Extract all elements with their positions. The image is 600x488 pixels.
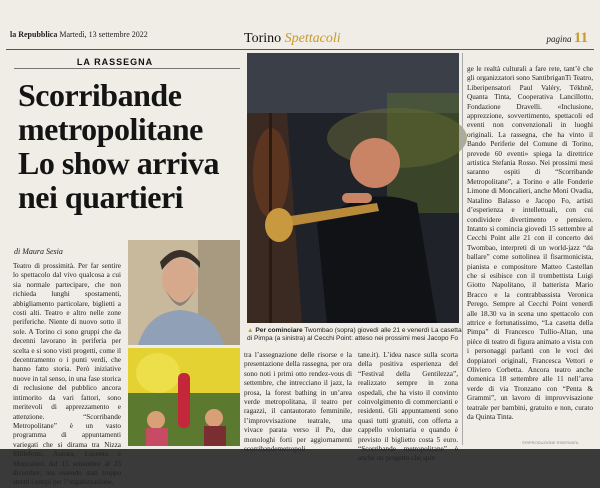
trumpet-player-illustration <box>247 53 459 323</box>
copyright-note: ©RIPRODUZIONE RISERVATA <box>522 440 579 445</box>
headline-line: metropolitane <box>18 111 203 147</box>
page-number-value: 11 <box>573 30 588 46</box>
masthead <box>10 30 148 39</box>
issue-date: Martedì, 13 settembre 2022 <box>59 30 148 39</box>
section-header <box>244 31 341 47</box>
article-column-1: Teatro di prossimità. Per far sentire lo spettacolo dal vivo qualcosa a cui sia normale partecipare, che non richieda lunghi spostamenti, abbigliamento particolare, biglietti a costi alti. Teatro e altro nelle zone periferiche. Niente di nuovo sotto il sole. A Torino ci sono gruppi che da decenni lavorano in periferia per scelta e si sono visti progetti, come il decentramento o i punti verdi, che hanno fatto storia. Però iniziative nuove in tal senso, in una fase storica di reclusione del pubblico ancora intimorito da vari fattori, sono meritevoli di apprezzamento e attenzione. “Scorribande Metropolitane” è un vasto programma di appuntamenti variegati che si dirama tra Nizza Millefonti, Aurora, Lucento e Moncalieri dal 15 settembre al 23 dicembre; ma essendo stati troppo stretti i tempi per l’organizzazione, <box>13 262 121 487</box>
article-kicker: LA RASSEGNA <box>76 57 154 67</box>
column-divider <box>462 53 463 445</box>
caption-text: Twombao (sopra) giovedì alle 21 e venerdì La casetta di Pimpa (a sinistra) al Cecchi Point: atteso nei prossimi mesi Jacopo Fo <box>247 327 462 342</box>
article-headline <box>18 78 244 214</box>
header-rule <box>6 49 594 50</box>
article-byline: di Maura Sesia <box>14 247 63 256</box>
subsection-name: Spettacoli <box>284 31 341 46</box>
page-label: pagina <box>546 34 572 44</box>
article-column-3: tane.it). L’idea nasce sulla scorta della positiva esperienza del “Festival della Gentilezza”, realizzato sempre in zona ospedali, che ha visto il convinto coinvolgimento di commercianti e residenti. Gli appuntamenti sono quasi tutti gratuiti, con offerta a cappello volontaria e quando è previsto il biglietto costa 5 euro. “Scorribande metropolitane” è anche un progetto che spin <box>358 351 458 463</box>
headline-line: nei quartieri <box>18 179 184 215</box>
headline-line: Lo show arriva <box>18 145 219 181</box>
section-name: Torino <box>244 31 282 46</box>
paper-name: la Repubblica <box>10 30 58 39</box>
photo-trumpet-player <box>247 53 459 323</box>
caption-label: Per cominciare <box>255 327 303 334</box>
article-column-2: tra l’assegnazione delle risorse e la presentazione della rassegna, per ora sono noti i primi otto rendez-vous di settembre, che intrecciano il jazz, la prosa, la forest bathing in un’area verde metropolitana, il teatro per ragazzi, il cantautorato femminile, l’improvvisazione teatrale, una vivace parata verso il Po, due monologhi forti per aggiornamenti scorribandemetropoli <box>244 351 352 454</box>
headline-line: Scorribande <box>18 77 182 113</box>
caption-marker: ▲ <box>247 327 254 334</box>
page-number <box>547 30 588 47</box>
article-column-4: ge le realtà culturali a fare rete, tant’è che gli organizzatori sono SantibriganTi Teatro, Liberipensatori Paul Valéry, Tékhnē, Quanta Tinta, Cooperativa Lancillotto, Fondazione Dravelli. «Inclusione, apprezzione, sovvertimento, spettacoli ed eventi non convenzionali in luoghi originali. La rassegna, che ha vinto il Bando Periferie del Comune di Torino, prevede 60 eventi» spiega la direttrice artistica Stefania Rosso. Nei prossimi mesi saranno ospiti di “Scorribande Metropolitane”, a Torino e alle Fonderie Limone di Moncalieri, anche Moni Ovadia, Natalino Balasso e Jacopo Fo, artisti d’esperienza e intellettuali, con cui condividere divertimento e pensiero. Intanto si comincia giovedì 15 settembre al Cecchi Point alle 21 con il concerto dei Twombao, interpreti di un world-jazz “da ballare” come sottolinea il fisarmonicista, pianista e compositore Matteo Castellan che si esibisce con il trombettista Luigi Giotto Napolitano, il batterista Mario Bracco e la contrabbassista Veronica Perego. Sempre al Cecchi Point venerdì alle 18.30 va in scena uno spettacolo con attrice e fortunatissimo, “La casetta della Pimpa” di Francesco Tullio-Altan, una pièce di teatro di figura animato a vista con i personaggi parlanti con le voci dei doppiatori originali, Francesca Vettori e Oliviero Corbetta. Ancora teatro anche domenica 18 settembre alle 11 nell’area verde di via Tronzano con “Penta & Grammi”, un lavoro di improvvisazione teatrale per bambini, gratuito e non, curato da Quinta Tinta. <box>467 65 593 422</box>
puppet-show-illustration <box>128 348 240 446</box>
photo-caption <box>247 327 467 343</box>
photo-puppet-show <box>128 348 240 446</box>
photo-actor-portrait <box>128 240 240 345</box>
actor-portrait-illustration <box>128 240 240 345</box>
kicker-rule <box>14 68 240 69</box>
